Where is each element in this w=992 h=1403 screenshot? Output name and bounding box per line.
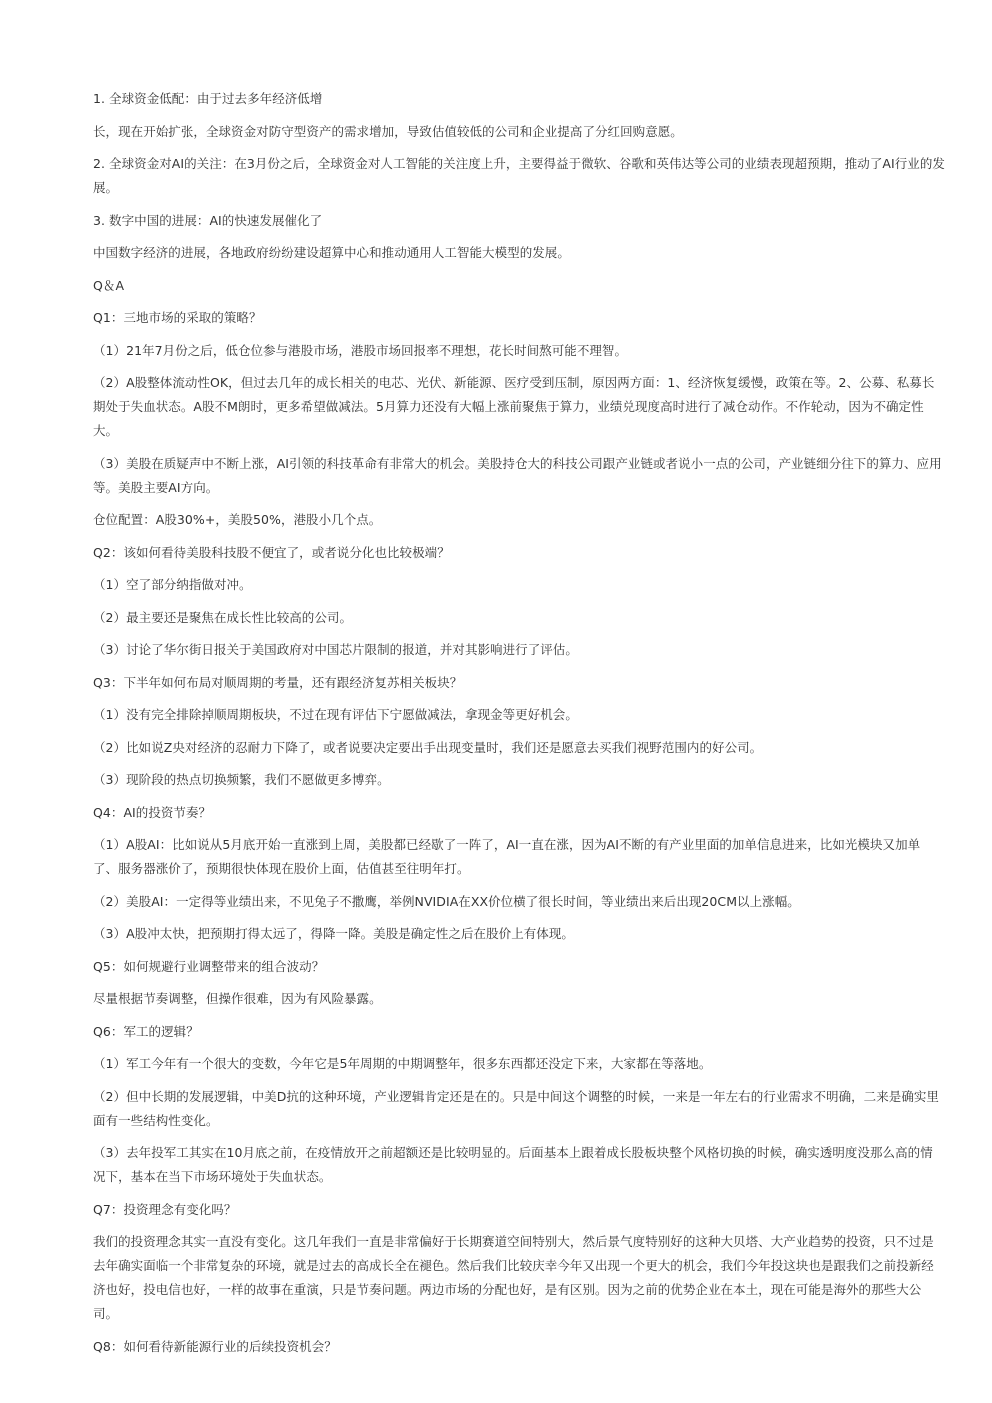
question-q8: Q8：如何看待新能源行业的后续投资机会？	[93, 1338, 337, 1354]
paragraph-1: 1. 全球资金低配：由于过去多年经济低增	[93, 91, 323, 106]
answer-q3-3: （3）现阶段的热点切换频繁，我们不愿做更多博弈。	[93, 772, 390, 787]
answer-q2-1: （1）空了部分纳指做对冲。	[93, 577, 252, 592]
document-body	[93, 87, 945, 1367]
answer-q3-1: （1）没有完全排除掉顺周期板块，不过在现有评估下宁愿做减法，拿现金等更好机会。	[93, 707, 578, 722]
paragraph-3: 2. 全球资金对AI的关注：在3月份之后，全球资金对人工智能的关注度上升，主要得益于微软、谷歌和英伟达等公司的业绩表现超预期，推动了AI行业的发展。	[93, 156, 945, 195]
answer-q1-1: （1）21年7月份之后，低仓位参与港股市场，港股市场回报率不理想，花长时间熬可能不理智。	[93, 342, 628, 358]
answer-q4-2: （2）美股AI：一定得等业绩出来，不见兔子不撒鹰，举例NVIDIA在XX价位横了很长时间，等业绩出来后出现20CM以上涨幅。	[93, 893, 800, 909]
answer-q6-3: （3）去年投军工其实在10月底之前，在疫情放开之前超额还是比较明显的。后面基本上跟着成长股板块整个风格切换的时候，确实透明度没那么高的情况下，基本在当下市场环境处于失血状态。	[93, 1145, 933, 1184]
question-q4: Q4：AI的投资节奏？	[93, 804, 212, 820]
answer-q2-2: （2）最主要还是聚焦在成长性比较高的公司。	[93, 609, 353, 625]
answer-q4-1: （1）A股AI：比如说从5月底开始一直涨到上周，美股都已经歇了一阵了，AI一直在涨，因为AI不断的有产业里面的加单信息进来，比如光模块又加单了、服务器涨价了，预期很快体现在股价上面，估值甚至往明年打。	[93, 837, 921, 876]
question-q2: Q2：该如何看待美股科技股不便宜了，或者说分化也比较极端？	[93, 544, 450, 560]
question-q1: Q1：三地市场的采取的策略？	[93, 310, 262, 325]
question-q7: Q7：投资理念有变化吗？	[93, 1201, 237, 1217]
answer-q7: 我们的投资理念其实一直没有变化。这几年我们一直是非常偏好于长期赛道空间特别大，然后景气度特别好的这种大贝塔、大产业趋势的投资，只不过是去年确实面临一个非常复杂的环境，就是过去的高成长全在褪色。然后我们比较庆幸今年又出现一个更大的机会，我们今年投这块也是跟我们之前投新经济也好，投电信也好，一样的故事在重演，只是节奏问题。两边市场的分配也好，是有区别。因为之前的优势企业在本土，现在可能是海外的那些大公司。	[93, 1234, 934, 1321]
question-q5: Q5：如何规避行业调整带来的组合波动？	[93, 958, 325, 974]
answer-q2-3: （3）讨论了华尔街日报关于美国政府对中国芯片限制的报道，并对其影响进行了评估。	[93, 642, 578, 657]
section-heading-qa: Q＆A	[93, 277, 125, 293]
answer-q4-3: （3）A股冲太快，把预期打得太远了，得降一降。美股是确定性之后在股价上有体现。	[93, 926, 574, 941]
answer-q5: 尽量根据节奏调整，但操作很难，因为有风险暴露。	[93, 991, 382, 1006]
paragraph-4: 3. 数字中国的进展：AI的快速发展催化了	[93, 212, 323, 228]
answer-q1-3: （3）美股在质疑声中不断上涨，AI引领的科技革命有非常大的机会。美股持仓大的科技公司跟产业链或者说小一点的公司，产业链细分往下的算力、应用等。美股主要AI方向。	[93, 455, 942, 495]
answer-q1-2: （2）A股整体流动性OK，但过去几年的成长相关的电芯、光伏、新能源、医疗受到压制，原因两方面：1、经济恢复缓慢，政策在等。2、公募、私募长期处于失血状态。A股不M朗时，更多希望做减法。5月算力还没有大幅上涨前聚焦于算力，业绩兑现度高时进行了减仓动作。不作轮动，因为不确定性大。	[93, 375, 935, 438]
answer-q6-2: （2）但中长期的发展逻辑，中美D抗的这种环境，产业逻辑肯定还是在的。只是中间这个调整的时候，一来是一年左右的行业需求不明确，二来是确实里面有一些结构性变化。	[93, 1088, 939, 1128]
answer-q1-allocation: 仓位配置：A股30%+，美股50%，港股小几个点。	[93, 512, 382, 527]
question-q3: Q3：下半年如何布局对顺周期的考量，还有跟经济复苏相关板块？	[93, 674, 463, 690]
answer-q6-1: （1）军工今年有一个很大的变数，今年它是5年周期的中期调整年，很多东西都还没定下来，大家都在等落地。	[93, 1056, 712, 1071]
answer-q3-2: （2）比如说Z央对经济的忍耐力下降了，或者说要决定要出手出现变量时，我们还是愿意去买我们视野范围内的好公司。	[93, 739, 763, 755]
paragraph-2: 长，现在开始扩张，全球资金对防守型资产的需求增加，导致估值较低的公司和企业提高了分红回购意愿。	[93, 123, 683, 139]
paragraph-5: 中国数字经济的进展，各地政府纷纷建设超算中心和推动通用人工智能大模型的发展。	[93, 245, 570, 260]
question-q6: Q6：军工的逻辑？	[93, 1023, 199, 1039]
